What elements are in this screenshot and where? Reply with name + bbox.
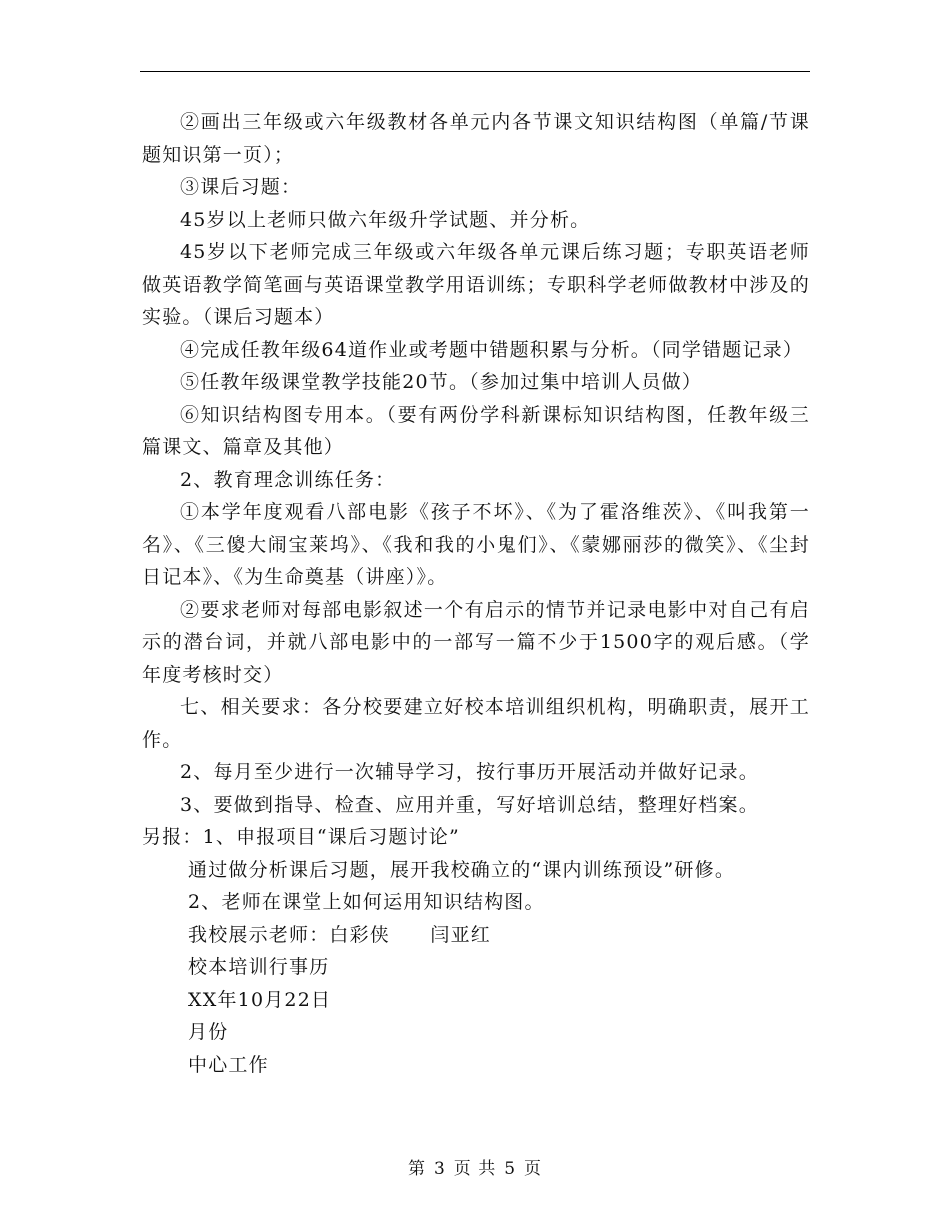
paragraph-month-label: 月份 bbox=[188, 1021, 229, 1043]
paragraph-under-45: 45岁以下老师完成三年级或六年级各单元课后练习题；专职英语老师做英语教学简笔画与英语课堂教学用语训练；专职科学老师做教材中涉及的实验。（课后习题本） bbox=[142, 241, 810, 328]
footer-mid: 页 共 bbox=[453, 1159, 497, 1179]
paragraph-diagram-use: 2、老师在课堂上如何运用知识结构图。 bbox=[188, 891, 545, 913]
footer-prefix: 第 bbox=[407, 1159, 426, 1179]
document-body bbox=[142, 106, 810, 1081]
paragraph-research: 通过做分析课后习题，展开我校确立的“课内训练预设”研修。 bbox=[188, 858, 736, 881]
paragraph-education-concept: 2、教育理念训练任务： bbox=[180, 468, 396, 491]
paragraph-monthly-study: 2、每月至少进行一次辅导学习，按行事历开展活动并做好记录。 bbox=[180, 761, 759, 783]
paragraph-movies-list: ①本学年度观看八部电影《孩子不坏》、《为了霍洛维茨》、《叫我第一名》、《三傻大闹宝莱坞》、《我和我的小鬼们》、《蒙娜丽莎的微笑》、《尘封日记本》、《为生命奠基（讲座）》。 bbox=[142, 501, 810, 588]
paragraph-project-report: 另报：1、申报项目“课后习题讨论” bbox=[142, 826, 460, 848]
paragraph-archive: 3、要做到指导、检查、应用并重，写好培训总结，整理好档案。 bbox=[180, 793, 759, 816]
paragraph-date: XX年10月22日 bbox=[188, 988, 332, 1011]
paragraph-demo-teachers: 我校展示老师：白彩侠 闫亚红 bbox=[188, 923, 492, 946]
paragraph-over-45: 45岁以上老师只做六年级升学试题、并分析。 bbox=[180, 208, 591, 231]
paragraph-exercises-heading: ③课后习题： bbox=[180, 176, 302, 198]
page-footer bbox=[0, 1154, 950, 1179]
paragraph-structure-diagram: ②画出三年级或六年级教材各单元内各节课文知识结构图（单篇/节课题知识第一页）； bbox=[142, 111, 810, 166]
paragraph-calendar-title: 校本培训行事历 bbox=[188, 956, 330, 978]
paragraph-error-analysis: ④完成任教年级64道作业或考题中错题积累与分析。（同学错题记录） bbox=[180, 338, 804, 361]
paragraph-movie-review: ②要求老师对每部电影叙述一个有启示的情节并记录电影中对自己有启示的潜台词，并就八部电影中的一部写一篇不少于1500字的观后感。（学年度考核时交） bbox=[142, 598, 810, 686]
paragraph-teaching-skills: ⑤任教年级课堂教学技能20节。（参加过集中培训人员做） bbox=[180, 371, 703, 393]
paragraph-center-work: 中心工作 bbox=[188, 1053, 269, 1076]
paragraph-requirements: 七、相关要求：各分校要建立好校本培训组织机构，明确职责，展开工作。 bbox=[142, 696, 810, 751]
paragraph-diagram-notebook: ⑥知识结构图专用本。（要有两份学科新课标知识结构图，任教年级三篇课文、篇章及其他） bbox=[142, 403, 810, 458]
footer-suffix: 页 bbox=[524, 1159, 543, 1179]
header-rule bbox=[140, 71, 810, 72]
footer-current-page: 3 bbox=[433, 1159, 446, 1179]
footer-total-pages: 5 bbox=[504, 1159, 517, 1179]
